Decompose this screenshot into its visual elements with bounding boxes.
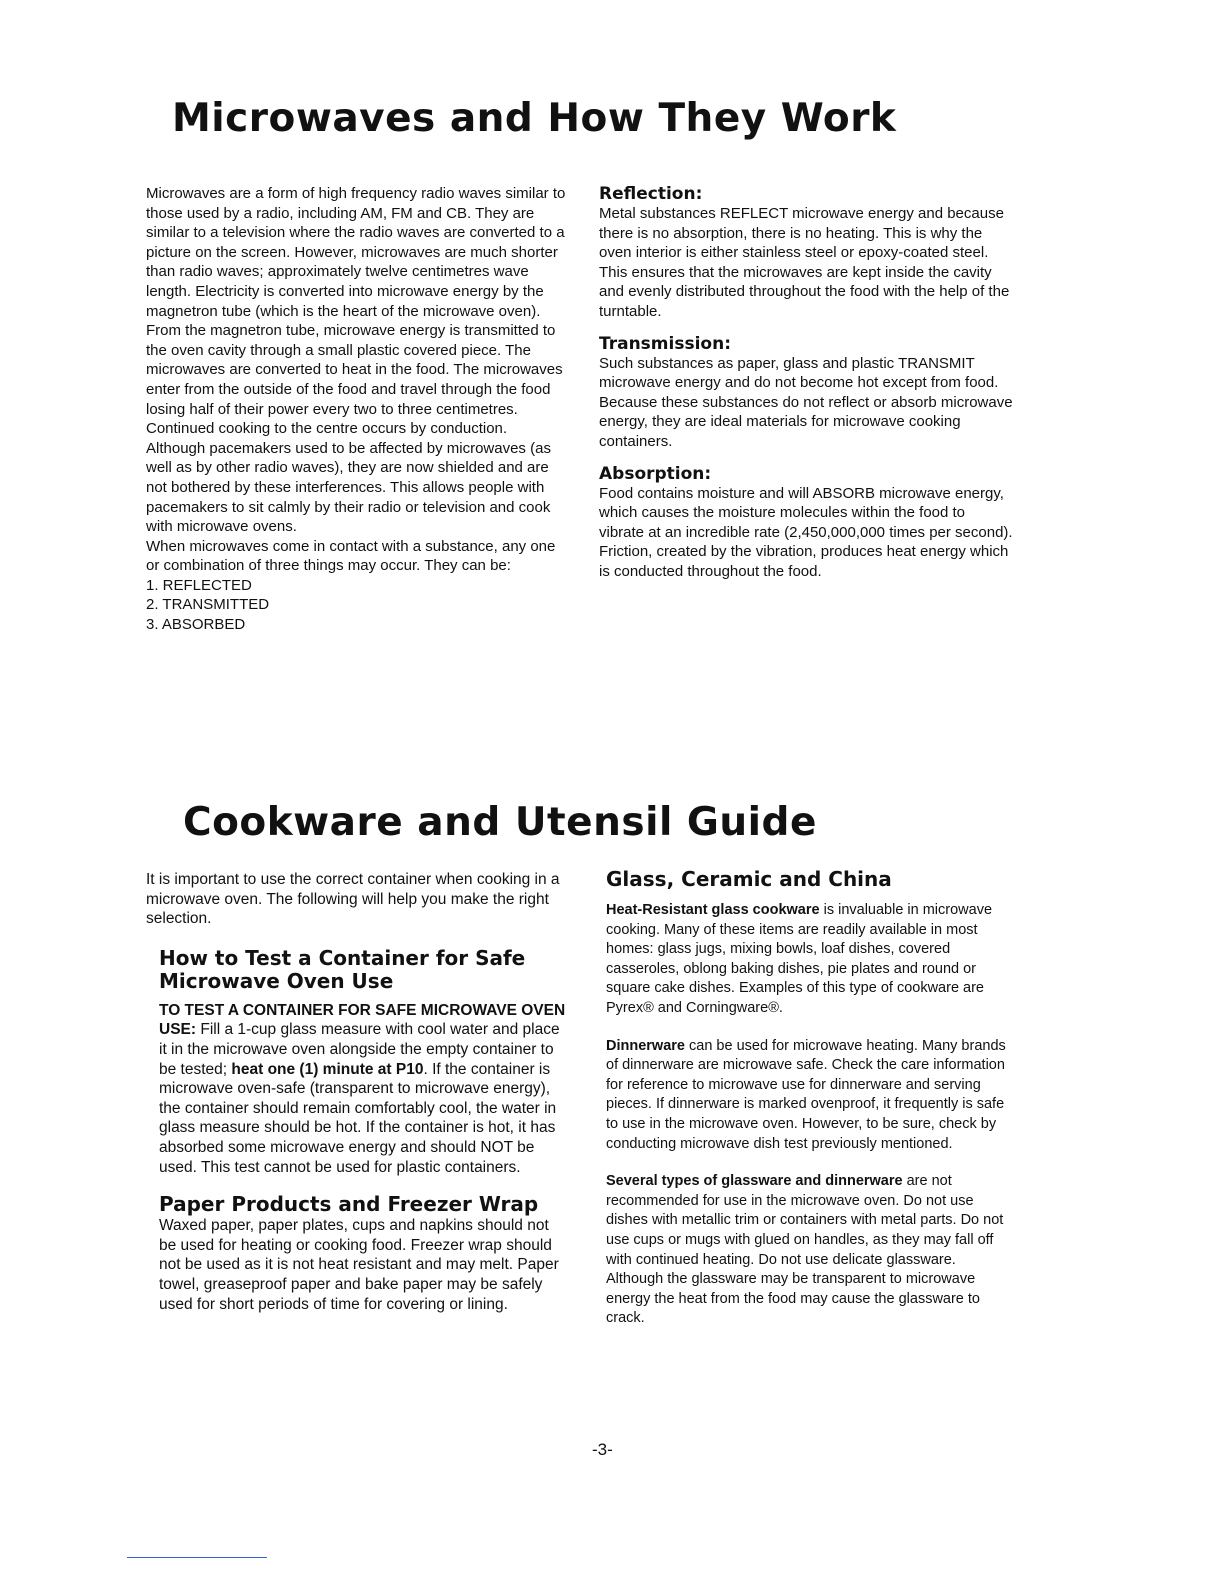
bold-text: Several types of glassware and dinnerware	[606, 1173, 903, 1190]
paragraph: Although pacemakers used to be affected by microwaves (as well as by other radio waves), they are now shielded and are not bothered by these interferences. This allows people with pacemakers to sit calmly by their radio or television and cook with microwave ovens.	[146, 439, 551, 536]
text: can be used for microwave heating. Many brands of dinnerware are microwave safe. Check the care information for reference to microwave use for dinnerware and serving pieces. If dinnerware is marked ovenproof, it frequently is safe to use in the microwave oven. However, to be sure, check by conducting microwave dish test previously mentioned.	[606, 1037, 1006, 1152]
text: . If the container is microwave oven-safe (transparent to microwave energy), the container should remain comfortably cool, the water in glass measure should be hot. If the container is hot, it has absorbed some microwave energy and should NOT be used. This test cannot be used for plastic containers.	[159, 1060, 557, 1176]
right-column-glass	[606, 868, 1016, 1329]
paragraph: Such substances as paper, glass and plastic TRANSMIT microwave energy and do not become hot except from food. Because these substances do not reflect or absorb microwave energy, they are ideal materials for microwave cooking containers.	[599, 354, 1013, 450]
paragraph: Food contains moisture and will ABSORB microwave energy, which causes the moisture molecules within the food to vibrate at an incredible rate (2,450,000,000 times per second). Friction, created by the vibration, produces heat energy which is conducted throughout the food.	[599, 484, 1013, 580]
bold-text: Dinnerware	[606, 1037, 685, 1054]
left-column-intro	[146, 184, 566, 635]
section-title-microwaves: Microwaves and How They Work	[172, 96, 897, 141]
page-number: -3-	[592, 1440, 613, 1459]
heading-test-container: How to Test a Container for Safe Microwave Oven Use	[159, 945, 526, 993]
list-item: 3. ABSORBED	[146, 616, 246, 634]
text: are not recommended for use in the microwave oven. Do not use dishes with metallic trim or containers with metal parts. Do not use cups or mugs with glued on handles, as they may fall off with continued heating. Do not use delicate glassware. Although the glassware may be transparent to microwave energy the heat from the food may cause the glassware to crack.	[606, 1173, 1004, 1327]
heading-absorption: Absorption:	[599, 463, 712, 484]
paragraph: It is important to use the correct container when cooking in a microwave oven. The following will help you make the right selection.	[146, 871, 560, 928]
bold-text: Heat-Resistant glass cookware	[606, 902, 820, 918]
paragraph: When microwaves come in contact with a substance, any one or combination of three things may occur. They can be:	[146, 537, 556, 575]
paragraph: Microwaves are a form of high frequency radio waves similar to those used by a radio, including AM, FM and CB. They are similar to a television where the radio waves are converted to a picture on the screen. However, microwaves are much shorter than radio waves; approximately twelve centimetres wave length. Electricity is converted into microwave energy by the magnetron tube (which is the heart of the microwave oven).	[146, 185, 566, 320]
section-title-cookware: Cookware and Utensil Guide	[183, 800, 817, 845]
bold-text: heat one (1) minute at P10	[231, 1060, 424, 1078]
heading-glass-ceramic: Glass, Ceramic and China	[606, 867, 892, 891]
paragraph	[159, 1001, 571, 1177]
footer-rule	[127, 1557, 267, 1558]
heading-paper-products: Paper Products and Freezer Wrap	[159, 1192, 539, 1217]
paragraph	[606, 901, 1016, 1019]
paragraph: Metal substances REFLECT microwave energy and because there is no absorption, there is no heating. This is why the oven interior is either stainless steel or epoxy-coated steel. This ensures that the microwaves are kept inside the cavity and evenly distributed throughout the food with the help of the turntable.	[599, 205, 1010, 320]
paragraph: From the magnetron tube, microwave energy is transmitted to the oven cavity through a small plastic covered piece. The microwaves are converted to heat in the food. The microwaves enter from the outside of the food and travel through the food losing half of their power every two to three centimetres. Continued cooking to the centre occurs by conduction.	[146, 322, 563, 438]
bold-lead: TO TEST A CONTAINER FOR SAFE MICROWAVE OVEN USE:	[159, 1001, 566, 1039]
heading-transmission: Transmission:	[599, 333, 731, 354]
paragraph: Waxed paper, paper plates, cups and napkins should not be used for heating or cooking food. Freezer wrap should not be used as it is not heat resistant and may melt. Paper towel, greaseproof paper and bake paper may be safely used for short periods of time for covering or lining.	[159, 1217, 559, 1313]
left-column-cookware	[146, 870, 571, 1314]
list-item: 1. REFLECTED	[146, 576, 252, 594]
heading-reflection: Reflection:	[599, 184, 703, 204]
text: Fill a 1-cup glass measure with cool water and place it in the microwave oven alongside the empty container to be tested;	[159, 1021, 560, 1078]
right-column-effects	[599, 184, 1014, 582]
list-item: 2. TRANSMITTED	[146, 596, 270, 614]
paragraph	[606, 1172, 1016, 1329]
paragraph	[606, 1037, 1016, 1155]
text: is invaluable in microwave cooking. Many of these items are readily available in most homes: glass jugs, mixing bowls, loaf dishes, covered casseroles, oblong baking dishes, pie plates and round or square cake dishes. Examples of this type of cookware are Pyrex® and Corningware®.	[606, 902, 993, 1016]
